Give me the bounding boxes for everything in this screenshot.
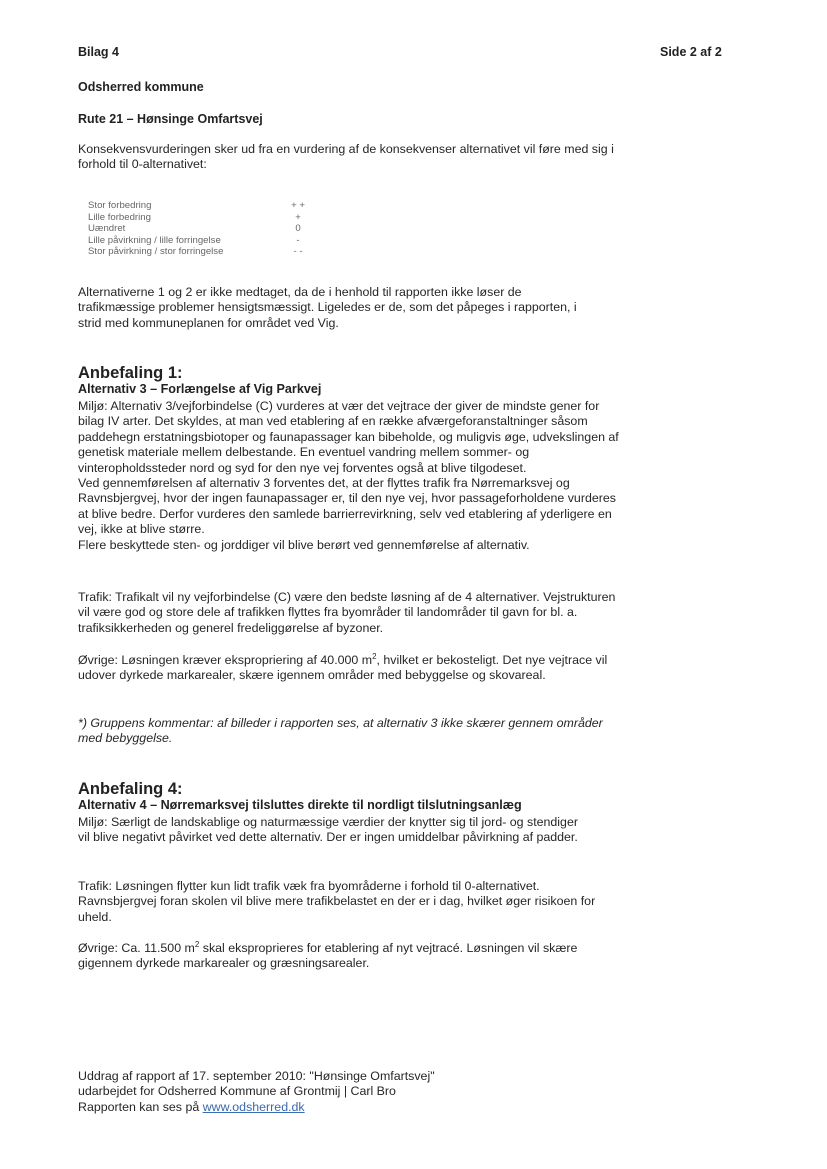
route-title: Rute 21 – Hønsinge Omfartsvej <box>78 112 263 126</box>
superscript: 2 <box>372 651 377 661</box>
scale-label: Stor forbedring <box>88 200 152 211</box>
environment-paragraph-3: Flere beskyttede sten- og jorddiger vil blive berørt ved gennemførelse af alternativ. <box>78 537 530 552</box>
recommendation-4-title: Anbefaling 4: <box>78 780 183 798</box>
environment-paragraph: Miljø: Særligt de landskablige og naturmæssige værdier der knytter sig til jord- og stendiger vil blive negativt påvirket ved dette alternativ. Der er ingen umiddelbar påvirkning af padder. <box>78 815 578 845</box>
scale-row <box>88 235 308 247</box>
scale-symbol: - <box>296 234 300 246</box>
environment-paragraph-2: Ved gennemførelsen af alternativ 3 forventes det, at der flyttes trafik fra Nørremarksvej og Ravnsbjergvej, hvor der ingen faunapassager er, til den nye vej, hvor passageforholdene vurderes at blive bedre. Derfor vurderes den samlede barrierrevirkning, selv ved etablering af yderligere en vej, ikke at blive større. <box>78 476 616 537</box>
scale-symbol: 0 <box>295 223 301 234</box>
scale-symbol: + <box>295 211 301 223</box>
other-paragraph <box>78 941 608 972</box>
other-text: Øvrige: Løsningen kræver ekspropriering af 40.000 m <box>78 653 373 667</box>
scale-row <box>88 212 308 224</box>
recommendation-1-body <box>78 399 623 553</box>
scale-row <box>88 246 308 258</box>
group-comment: *) Gruppens kommentar: af billeder i rapporten ses, at alternativ 3 ikke skærer gennem områder med bebyggelse. <box>78 716 603 746</box>
scale-label: Stor påvirkning / stor forringelse <box>88 246 224 257</box>
scale-row <box>88 223 308 235</box>
scale-row <box>88 200 308 212</box>
footer-line-3 <box>78 1100 558 1115</box>
environment-paragraph: Miljø: Alternativ 3/vejforbindelse (C) vurderes at vær det vejtrace der giver de mindste gener for bilag IV arter. Det skyldes, at man ved etablering af en række afværgeforanstaltninger såsom paddehegn erstatningsbiotoper og faunapassager kan bibeholde, og muligvis øge, udvekslingen af genetisk materiale mellem delbestande. En eventuel vandring mellem sommer- og vinteropholdssteder nord og syd for den nye vej forventes også at blive tilgodeset. <box>78 399 619 475</box>
scale-label: Lille påvirkning / lille forringelse <box>88 234 221 246</box>
recommendation-1-subtitle: Alternativ 3 – Forlængelse af Vig Parkvej <box>78 382 322 396</box>
municipality-title: Odsherred kommune <box>78 80 204 94</box>
other-text-cont: skal eksproprieres for etablering af nyt vejtracé. Løsningen vil skære gigennem dyrkede markarealer og græsningsarealer. <box>78 941 578 971</box>
other-text: Øvrige: Ca. 11.500 m <box>78 941 195 955</box>
superscript: 2 <box>194 939 200 949</box>
scale-symbol: - - <box>293 246 303 257</box>
footer <box>78 1069 558 1115</box>
footer-line-2: udarbejdet for Odsherred Kommune af Grontmij | Carl Bro <box>78 1084 396 1099</box>
assessment-scale <box>88 200 308 258</box>
recommendation-1-title: Anbefaling 1: <box>78 364 183 382</box>
scale-label: Lille forbedring <box>88 211 151 223</box>
appendix-label: Bilag 4 <box>78 45 119 59</box>
scale-label: Uændret <box>88 223 126 234</box>
other-text-cont: , hvilket er bekosteligt. Det nye vejtrace vil udover dyrkede markarealer, skære igennem områder med bebyggelse og skovareal. <box>78 653 608 683</box>
footer-line-1: Uddrag af rapport af 17. september 2010: "Hønsinge Omfartsvej" <box>78 1069 435 1083</box>
recommendation-4-subtitle: Alternativ 4 – Nørremarksvej tilsluttes direkte til nordligt tilslutningsanlæg <box>78 798 522 812</box>
scale-symbol: + + <box>291 200 305 211</box>
other-paragraph <box>78 653 623 684</box>
traffic-paragraph: Trafik: Løsningen flytter kun lidt trafik væk fra byområderne i forhold til 0-alternativet. Ravnsbjergvej foran skolen vil blive mere trafikbelastet en der er i dag, hvilket øger risikoen for uheld. <box>78 879 596 924</box>
page-number: Side 2 af 2 <box>660 45 722 59</box>
intro-paragraph: Konsekvensvurderingen sker ud fra en vurdering af de konsekvenser alternativet vil føre med sig i forhold til 0-alternativet: <box>78 142 614 172</box>
traffic-paragraph: Trafik: Trafikalt vil ny vejforbindelse (C) være den bedste løsning af de 4 alternativer. Vejstrukturen vil være god og store dele af trafikken flyttes fra byområder til landområder til gavn for bl. a. trafiksikkerheden og generel fredeliggørelse af byzoner. <box>78 590 616 635</box>
footer-text: Rapporten kan ses på <box>78 1099 203 1114</box>
website-link[interactable]: www.odsherred.dk <box>202 1099 305 1114</box>
excluded-alternatives-paragraph: Alternativerne 1 og 2 er ikke medtaget, da de i henhold til rapporten ikke løser de trafikmæssige problemer hensigtsmæssigt. Ligeledes er de, som det påpeges i rapporten, i strid med kommuneplanen for området ved Vig. <box>78 285 577 330</box>
